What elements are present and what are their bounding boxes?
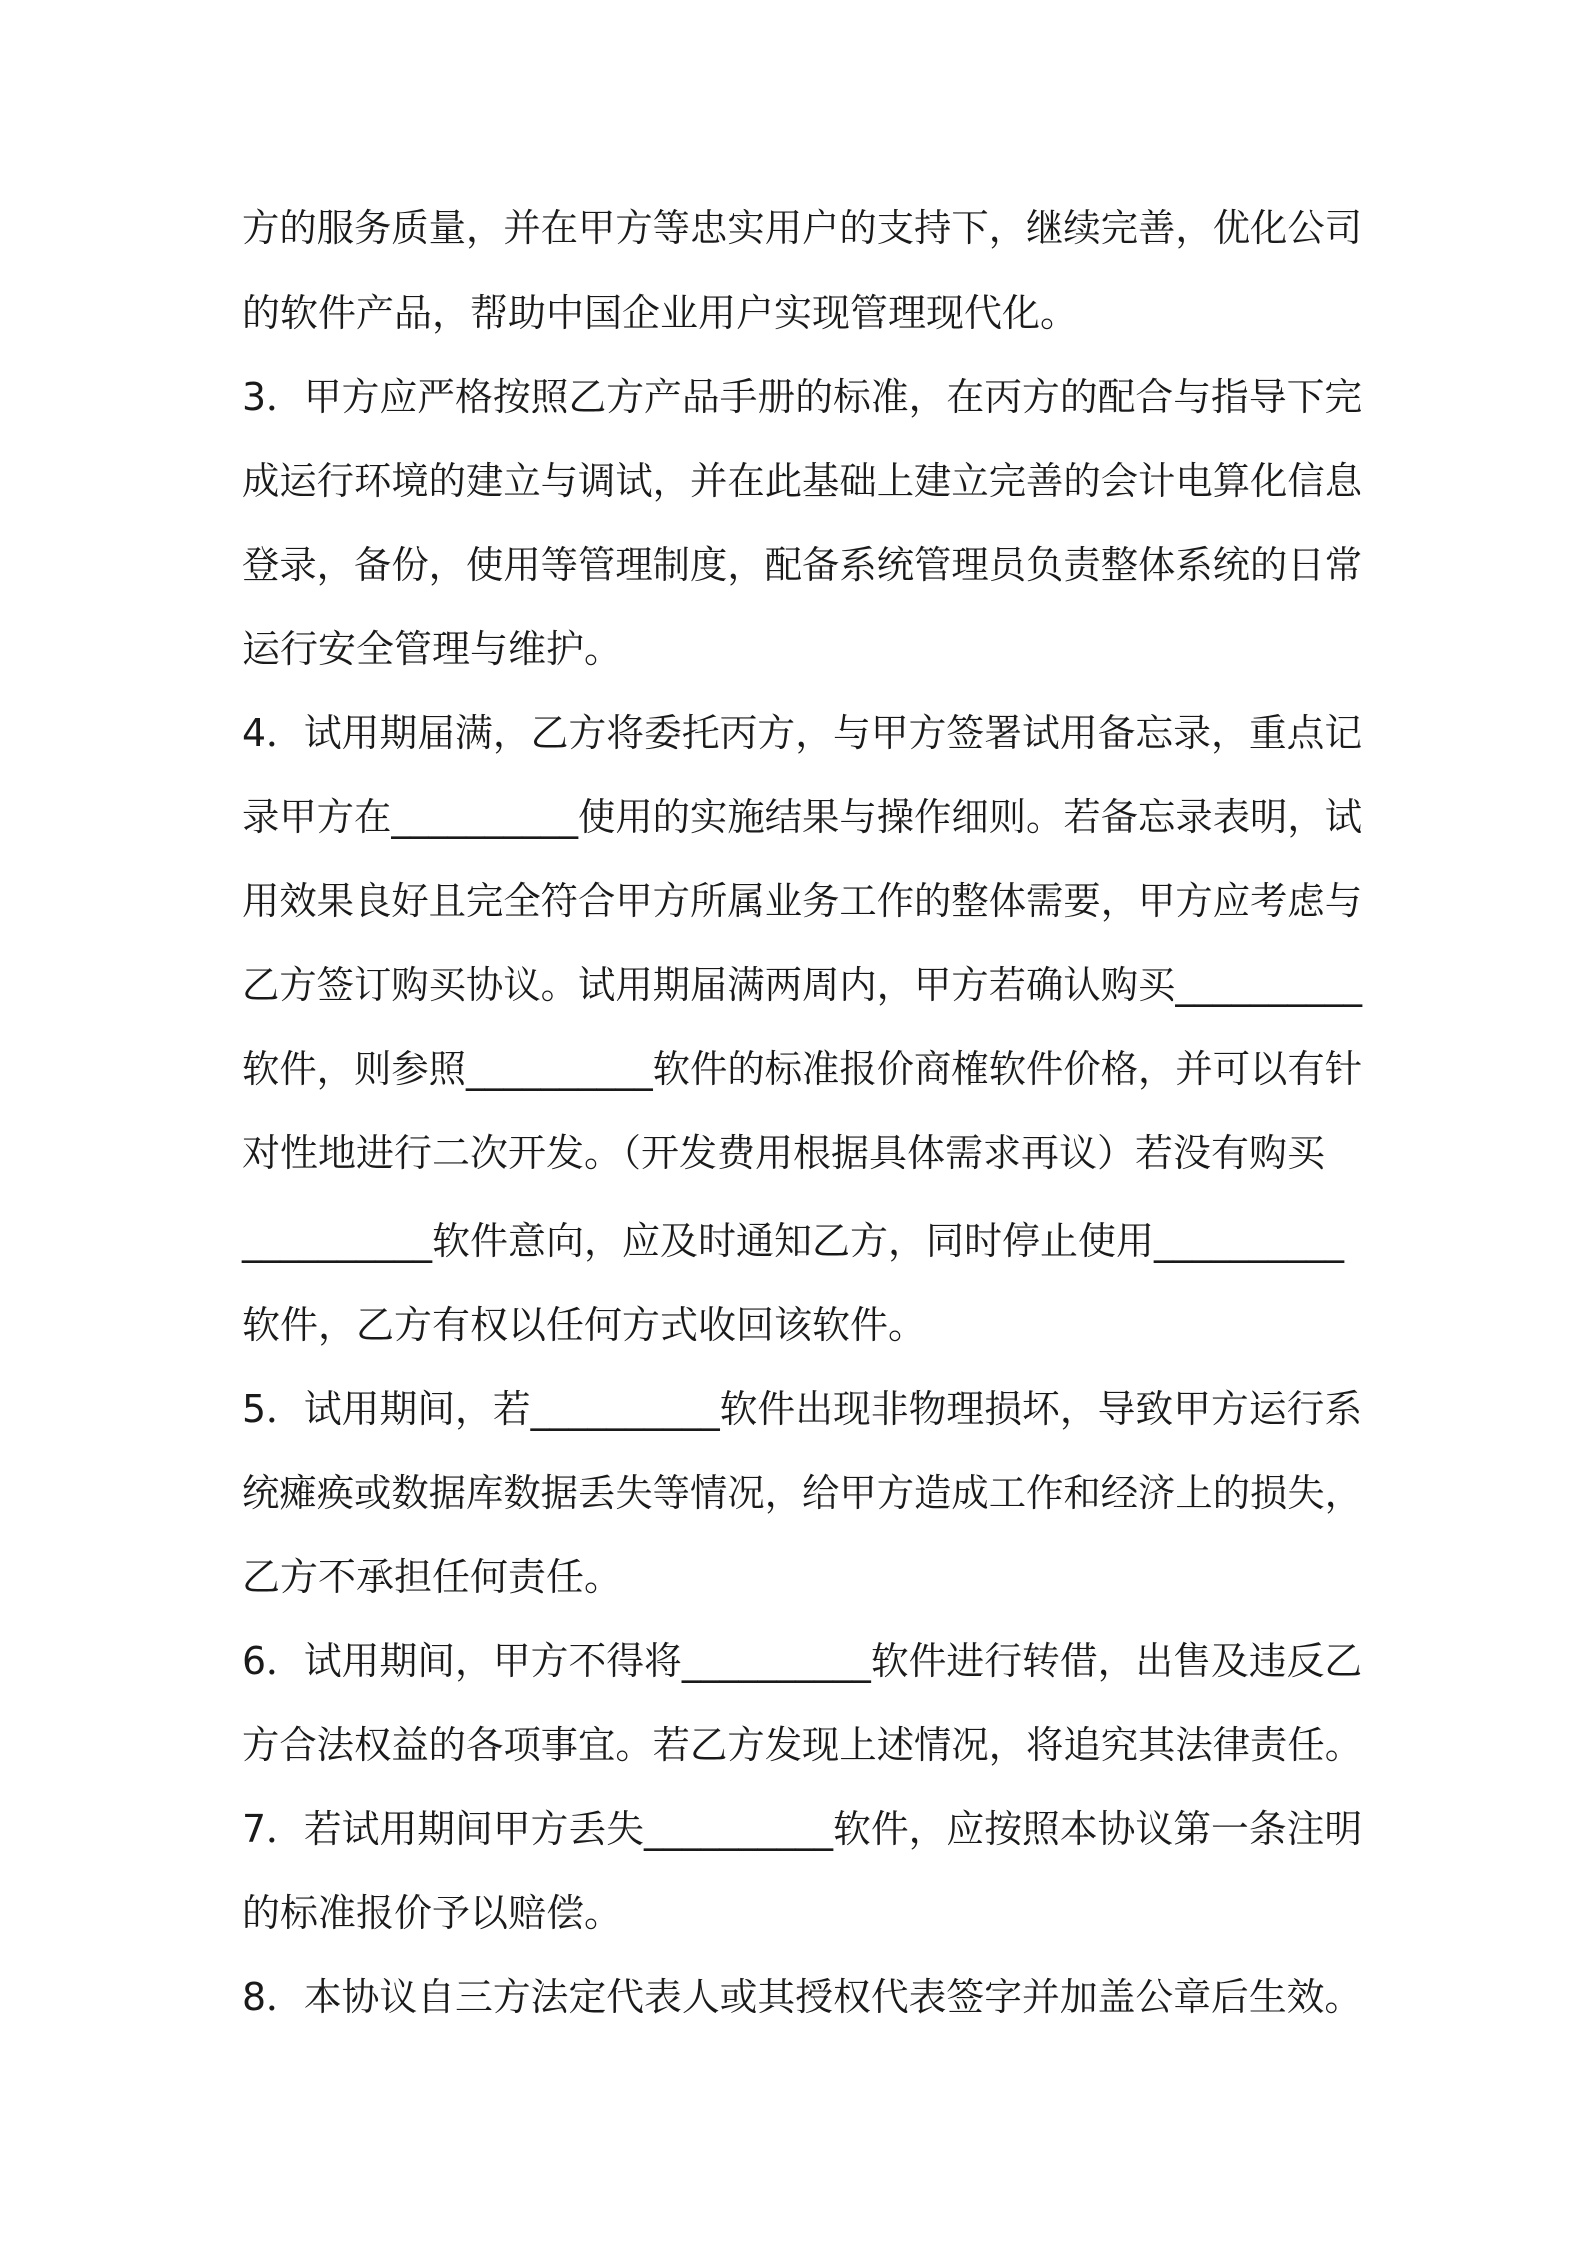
text-line: 乙方不承担任何责任。: [242, 1555, 623, 1599]
text-line: 录甲方在__________使用的实施结果与操作细则。若备忘录表明，试: [242, 795, 1363, 839]
text-line: 统瘫痪或数据库数据丢失等情况，给甲方造成工作和经济上的损失，: [242, 1471, 1363, 1515]
text-line: __________软件意向，应及时通知乙方，同时停止使用__________: [242, 1219, 1345, 1263]
text-line: 的软件产品，帮助中国企业用户实现管理现代化。: [242, 291, 1079, 335]
text-line: 4．试用期届满，乙方将委托丙方，与甲方签署试用备忘录，重点记: [242, 711, 1363, 755]
text-line: 5．试用期间，若__________软件出现非物理损坏，导致甲方运行系: [242, 1387, 1363, 1431]
text-line: 8．本协议自三方法定代表人或其授权代表签字并加盖公章后生效。: [242, 1975, 1363, 2019]
text-line: 成运行环境的建立与调试，并在此基础上建立完善的会计电算化信息: [242, 459, 1363, 503]
text-line: 软件，则参照__________软件的标准报价商榷软件价格，并可以有针: [242, 1047, 1363, 1091]
text-line: 运行安全管理与维护。: [242, 627, 623, 671]
text-line: 的标准报价予以赔偿。: [242, 1891, 623, 1935]
text-line: 方的服务质量，并在甲方等忠实用户的支持下，继续完善，优化公司: [242, 206, 1363, 250]
text-line: 6．试用期间，甲方不得将__________软件进行转借，出售及违反乙: [242, 1639, 1363, 1683]
text-line: 方合法权益的各项事宜。若乙方发现上述情况，将追究其法律责任。: [242, 1723, 1363, 1767]
text-line: 乙方签订购买协议。试用期届满两周内，甲方若确认购买__________: [242, 963, 1363, 1007]
text-line: 3．甲方应严格按照乙方产品手册的标准，在丙方的配合与指导下完: [242, 375, 1363, 419]
text-line: 软件，乙方有权以任何方式收回该软件。: [242, 1303, 927, 1347]
text-line: 用效果良好且完全符合甲方所属业务工作的整体需要，甲方应考虑与: [242, 879, 1363, 923]
text-line: 登录，备份，使用等管理制度，配备系统管理员负责整体系统的日常: [242, 543, 1363, 587]
text-line: 7．若试用期间甲方丢失__________软件，应按照本协议第一条注明: [242, 1807, 1363, 1851]
text-line: 对性地进行二次开发。（开发费用根据具体需求再议）若没有购买: [242, 1131, 1326, 1175]
